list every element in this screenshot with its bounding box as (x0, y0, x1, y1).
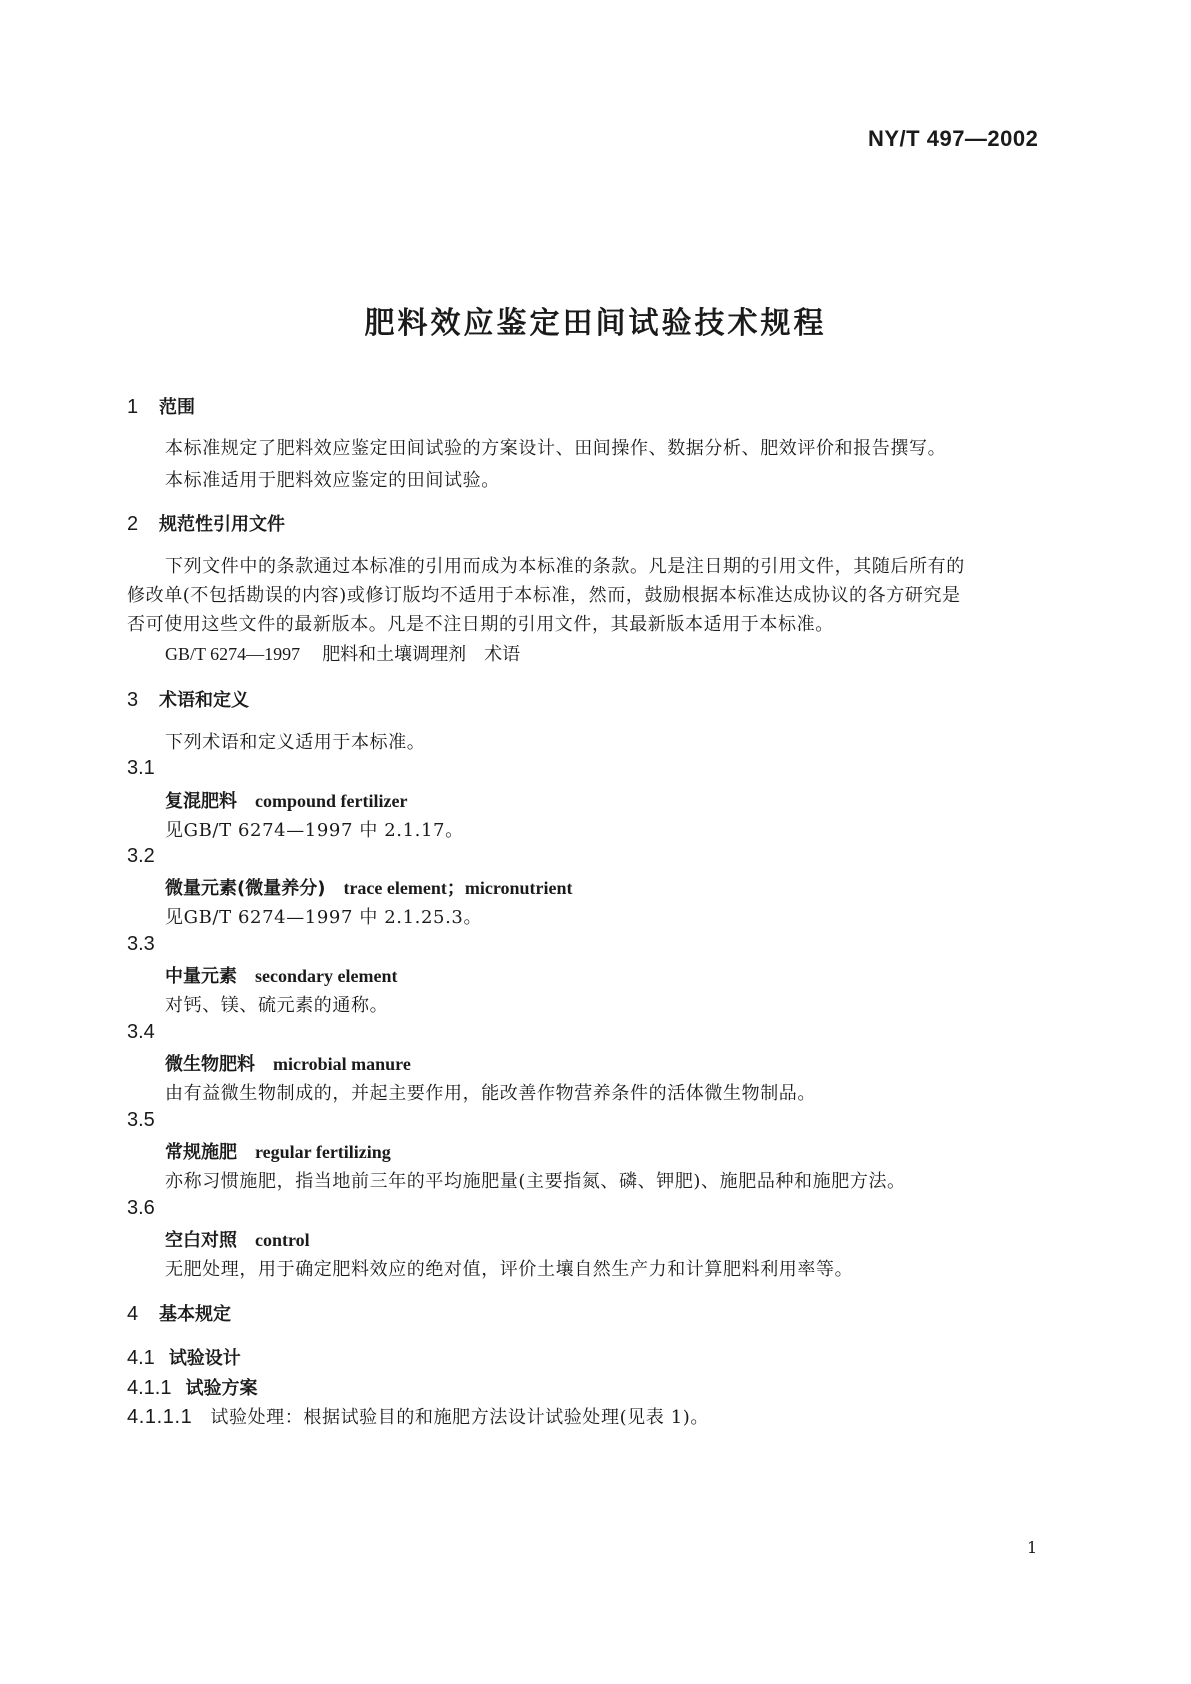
subsection-heading (127, 1344, 241, 1370)
section-1-heading (127, 393, 195, 419)
term-definition: 见GB/T 6274—1997 中 2.1.17。 (165, 820, 464, 841)
clause-number: 3.4 (127, 1021, 155, 1043)
section-title: 规范性引用文件 (159, 514, 285, 535)
paragraph: 下列术语和定义适用于本标准。 (165, 732, 426, 753)
section-3-heading (127, 686, 249, 712)
clause-number: 3.2 (127, 845, 155, 867)
clause-number: 3.1 (127, 757, 155, 779)
paragraph: 本标准规定了肥料效应鉴定田间试验的方案设计、田间操作、数据分析、肥效评价和报告撰写。 (165, 438, 947, 459)
term-entry (165, 1138, 391, 1164)
term-zh: 中量元素 (165, 966, 237, 987)
clause-number: 3.6 (127, 1197, 155, 1219)
term-definition: 亦称习惯施肥，指当地前三年的平均施肥量(主要指氮、磷、钾肥)、施肥品种和施肥方法。 (165, 1171, 906, 1192)
paragraph-line: 下列文件中的条款通过本标准的引用而成为本标准的条款。凡是注日期的引用文件，其随后所有的 (165, 556, 965, 577)
paragraph-line: 否可使用这些文件的最新版本。凡是不注日期的引用文件，其最新版本适用于本标准。 (127, 614, 834, 635)
page-number: 1 (1027, 1538, 1038, 1557)
section-title: 术语和定义 (159, 690, 249, 711)
subsection-title: 试验设计 (168, 1348, 241, 1369)
term-entry (165, 874, 573, 900)
clause-number: 3.3 (127, 933, 155, 955)
term-definition: 对钙、镁、硫元素的通称。 (165, 995, 389, 1016)
paragraph-line: 修改单(不包括勘误的内容)或修订版均不适用于本标准，然而，鼓励根据本标准达成协议的各方研究是 (127, 585, 961, 606)
normative-reference (165, 640, 520, 666)
clause-4-1-1-1 (127, 1403, 709, 1429)
subsection-heading (127, 1374, 257, 1400)
section-number: 3 (127, 689, 139, 711)
section-2-heading (127, 510, 285, 536)
term-definition: 由有益微生物制成的，并起主要作用，能改善作物营养条件的活体微生物制品。 (165, 1083, 816, 1104)
term-en: microbial manure (273, 1054, 411, 1074)
section-title: 基本规定 (159, 1304, 231, 1325)
term-entry (165, 962, 397, 988)
section-4-heading (127, 1300, 231, 1326)
clause-text: 试验处理：根据试验目的和施肥方法设计试验处理(见表 1)。 (210, 1407, 709, 1428)
term-zh: 复混肥料 (165, 791, 237, 812)
section-title: 范围 (159, 397, 195, 418)
term-en: regular fertilizing (255, 1142, 391, 1162)
subsection-number: 4.1 (127, 1347, 155, 1369)
subsection-title: 试验方案 (185, 1378, 258, 1399)
clause-number: 3.5 (127, 1109, 155, 1131)
term-en: secondary element (255, 966, 398, 986)
reference-code: GB/T 6274—1997 (165, 644, 301, 664)
reference-title: 肥料和土壤调理剂 术语 (322, 644, 521, 665)
section-number: 1 (127, 396, 139, 418)
standard-code: NY/T 497—2002 (868, 126, 1039, 151)
term-zh: 微生物肥料 (165, 1054, 255, 1075)
term-en: compound fertilizer (255, 791, 408, 811)
term-zh: 常规施肥 (165, 1142, 237, 1163)
term-entry (165, 1226, 310, 1252)
section-number: 4 (127, 1303, 139, 1325)
term-entry (165, 1050, 411, 1076)
paragraph: 本标准适用于肥料效应鉴定的田间试验。 (165, 470, 500, 491)
document-title: 肥料效应鉴定田间试验技术规程 (364, 306, 827, 341)
term-zh: 微量元素(微量养分) (165, 878, 326, 899)
clause-number: 4.1.1.1 (127, 1406, 193, 1428)
term-zh: 空白对照 (165, 1230, 237, 1251)
term-en: control (255, 1230, 310, 1250)
term-entry (165, 787, 407, 813)
subsection-number: 4.1.1 (127, 1377, 172, 1399)
term-definition: 见GB/T 6274—1997 中 2.1.25.3。 (165, 907, 483, 928)
term-definition: 无肥处理，用于确定肥料效应的绝对值，评价土壤自然生产力和计算肥料利用率等。 (165, 1259, 854, 1280)
term-en: trace element；micronutrient (343, 878, 573, 898)
section-number: 2 (127, 513, 139, 535)
